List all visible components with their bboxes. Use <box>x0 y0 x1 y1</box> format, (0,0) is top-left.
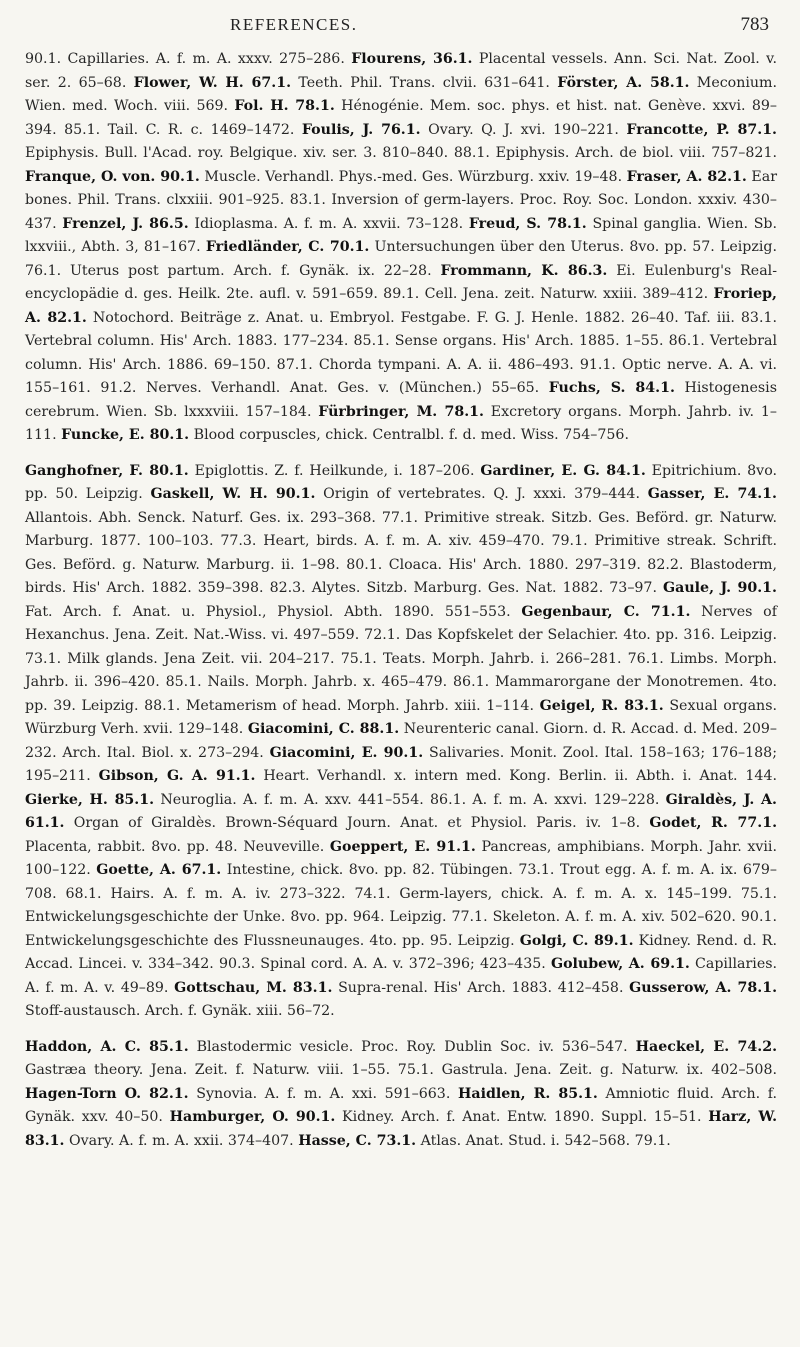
reference-author: Froriep, A. 82.1. <box>25 286 777 326</box>
reference-author: Harz, W. 83.1. <box>25 1109 778 1149</box>
reference-author: Gusserow, A. 78.1. <box>629 979 778 996</box>
reference-author: Haddon, A. C. 85.1. <box>25 1038 189 1055</box>
reference-text: Organ of Giraldès. Brown-Séquard Journ. Anat. et Physiol. Paris. iv. 1–8. <box>73 815 641 831</box>
reference-author: Goette, A. 67.1. <box>96 862 222 878</box>
reference-entry <box>174 980 623 996</box>
reference-author: Hagen-Torn O. 82.1. <box>25 1085 189 1102</box>
reference-author: Gasser, E. 74.1. <box>647 486 777 502</box>
reference-text: Fat. Arch. f. Anat. u. Physiol., Physiol. Abth. 1890. 551–553. <box>25 603 511 620</box>
reference-author: Fürbringer, M. 78.1. <box>318 403 484 420</box>
reference-entry <box>298 1133 671 1149</box>
reference-text: Pancreas, amphibians. Morph. Jahr. xvii. 100–122. <box>25 838 777 878</box>
reference-text: Ovary. A. f. m. A. xxii. 374–407. <box>69 1132 294 1149</box>
reference-entry <box>134 75 550 91</box>
reference-text: Origin of vertebrates. Q. J. xxxi. 379–444. <box>323 486 640 502</box>
reference-text: Placental vessels. Ann. Sci. Nat. Zool. v. ser. 2. 65–68. <box>25 51 778 91</box>
reference-text: Atlas. Anat. Stud. i. 542–568. 79.1. <box>420 1132 671 1149</box>
reference-text: Intestine, chick. 8vo. pp. 82. Tübingen. 73.1. Trout egg. A. f. m. A. ix. 679–708. 68.1. Hairs. A. f. m. A. iv. 273–322. 74.1. Germ-layers, chick. A. f. m. A. x. 145–199. 75.1. Entwickelungsgeschichte der Unke. 8vo. pp. 964. Leipzig. 77.1. Skeleton. A. f. m. A. xiv. 502–620. 90.1. Entwickelungsgeschichte des Flussneunauges. 4to. pp. 95. Leipzig. <box>25 862 777 949</box>
reference-author: Goeppert, E. 91.1. <box>329 838 476 855</box>
reference-author: Gardiner, E. G. 84.1. <box>480 462 646 479</box>
reference-text: Amniotic fluid. Arch. f. Gynäk. xxv. 40–50. <box>25 1085 777 1125</box>
reference-author: Franque, O. von. 90.1. <box>25 168 200 185</box>
reference-text: Heart. Verhandl. x. intern med. Kong. Berlin. ii. Abth. i. Anat. 144. <box>263 768 777 784</box>
reference-entry <box>62 216 463 232</box>
reference-author: Ganghofner, F. 80.1. <box>25 462 189 479</box>
reference-text: Gastræa theory. Jena. Zeit. f. Naturw. viii. 1–55. 75.1. Gastrula. Jena. Zeit. g. Naturw. ix. 402–508. <box>25 1062 777 1078</box>
reference-text: Capillaries. A. f. m. A. v. 49–89. <box>25 956 778 996</box>
reference-entry <box>25 792 659 808</box>
reference-entry <box>25 1086 450 1102</box>
reference-author: Förster, A. 58.1. <box>557 74 690 91</box>
running-head: REFERENCES. <box>230 15 358 34</box>
reference-text: Stoff-austausch. Arch. f. Gynäk. xiii. 56–72. <box>25 1003 335 1019</box>
reference-text: Notochord. Beiträge z. Anat. u. Embryol. Festgabe. F. G. J. Henle. 1882. 26–40. Taf. iii. 83.1. Vertebral column. His' Arch. 1883. 177–234. 85.1. Sense organs. His' Arch. 1885. 1–55. 86.1. Vertebral column. His' Arch. 1886. 69–150. 87.1. Chorda tympani. A. A. ii. 486–493. 91.1. Optic nerve. A. A. vi. 155–161. 91.2. Nerves. Verhandl. Anat. Ges. v. (München.) 55–65. <box>25 309 777 396</box>
reference-text: Untersuchungen über den Uterus. 8vo. pp. 57. Leipzig. 76.1. Uterus post partum. Arch. f. Gynäk. ix. 22–28. <box>25 239 777 279</box>
reference-author: Flower, W. H. 67.1. <box>133 74 292 91</box>
reference-text: Epiglottis. Z. f. Heilkunde, i. 187–206. <box>194 462 475 479</box>
reference-text: Blastodermic vesicle. Proc. Roy. Dublin Soc. iv. 536–547. <box>196 1038 628 1055</box>
reference-text: Neuroglia. A. f. m. A. xxv. 441–554. 86.1. A. f. m. A. xxvi. 129–228. <box>160 791 660 808</box>
reference-author: Giacomini, E. 90.1. <box>269 744 424 761</box>
reference-author: Godet, R. 77.1. <box>649 815 778 831</box>
reference-author: Hasse, C. 73.1. <box>298 1132 417 1149</box>
reference-text: Teeth. Phil. Trans. clvii. 631–641. <box>298 74 550 91</box>
reference-text: Excretory organs. Morph. Jahrb. iv. 1–111. <box>25 403 777 443</box>
reference-author: Haidlen, R. 85.1. <box>457 1085 598 1102</box>
reference-text: Blood corpuscles, chick. Centralbl. f. d. med. Wiss. 754–756. <box>193 427 629 443</box>
reference-text: Salivaries. Monit. Zool. Ital. 158–163; 176–188; 195–211. <box>25 744 777 784</box>
reference-author: Giacomini, C. 88.1. <box>247 721 400 737</box>
reference-entry <box>302 122 619 138</box>
reference-paragraph <box>25 48 777 448</box>
reference-text: Sexual organs. Würzburg Verh. xvii. 129–148. <box>25 697 777 737</box>
reference-list <box>25 48 777 1153</box>
reference-entry <box>25 169 622 185</box>
reference-author: Frommann, K. 86.3. <box>440 262 608 279</box>
reference-text: Epiphysis. Bull. l'Acad. roy. Belgique. xiv. ser. 3. 810–840. 88.1. Epiphysis. Arch. de biol. viii. 757–821. <box>25 145 777 161</box>
reference-text: Idioplasma. A. f. m. A. xxvii. 73–128. <box>194 215 464 232</box>
reference-text: Ear bones. Phil. Trans. clxxiii. 901–925. 83.1. Inversion of germ-layers. Proc. Roy. Soc. London. xxxiv. 430–437. <box>25 168 777 232</box>
reference-author: Gierke, H. 85.1. <box>25 791 155 808</box>
reference-entry <box>170 1109 702 1125</box>
page-header <box>25 0 777 48</box>
reference-text: Histogenesis cerebrum. Wien. Sb. lxxxviii. 157–184. <box>25 380 777 420</box>
reference-author: Foulis, J. 76.1. <box>301 121 421 138</box>
reference-entry <box>61 427 629 443</box>
reference-author: Golubew, A. 69.1. <box>550 956 690 972</box>
reference-author: Gibson, G. A. 91.1. <box>98 768 256 784</box>
reference-text: Kidney. Rend. d. R. Accad. Lincei. v. 334–342. 90.3. Spinal cord. A. A. v. 372–396; 423–435. <box>25 932 777 972</box>
reference-author: Friedländer, C. 70.1. <box>205 239 370 255</box>
reference-entry <box>25 463 475 479</box>
reference-text: 90.1. Capillaries. A. f. m. A. xxxv. 275–286. <box>25 51 345 67</box>
reference-text: Ovary. Q. J. xvi. 190–221. <box>428 121 619 138</box>
reference-author: Frenzel, J. 86.5. <box>62 215 189 232</box>
reference-author: Fuchs, S. 84.1. <box>548 380 675 396</box>
reference-author: Gegenbaur, C. 71.1. <box>521 603 691 620</box>
reference-text: Hénogénie. Mem. soc. phys. et hist. nat. Genève. xxvi. 89–394. 85.1. Tail. C. R. c. 1469–1472. <box>25 98 777 138</box>
reference-author: Fraser, A. 82.1. <box>626 168 747 185</box>
reference-author: Funcke, E. 80.1. <box>61 427 190 443</box>
reference-entry <box>25 1039 628 1055</box>
reference-author: Gaule, J. 90.1. <box>663 580 777 596</box>
reference-text: Nerves of Hexanchus. Jena. Zeit. Nat.-Wiss. vi. 497–559. 72.1. Das Kopfskelet der Selachier. 4to. pp. 316. Leipzig. 73.1. Milk glands. Jena Zeit. vii. 204–217. 75.1. Teats. Morph. Jahrb. i. 266–281. 76.1. Limbs. Morph. Jahrb. ii. 396–420. 85.1. Nails. Morph. Jahrb. x. 465–479. 86.1. Mammarorgane der Monotremen. 4to. pp. 39. Leipzig. 88.1. Metamerism of head. Morph. Jahrb. xiii. 1–114. <box>25 603 777 714</box>
reference-text: Supra-renal. His' Arch. 1883. 412–458. <box>338 979 624 996</box>
reference-text: Kidney. Arch. f. Anat. Entw. 1890. Suppl. 15–51. <box>342 1109 702 1125</box>
page-number: 783 <box>740 14 769 35</box>
reference-author: Gottschau, M. 83.1. <box>174 979 333 996</box>
reference-author: Geigel, R. 83.1. <box>539 697 664 714</box>
reference-author: Haeckel, E. 74.2. <box>635 1038 778 1055</box>
reference-entry <box>151 486 640 502</box>
reference-entry <box>99 768 777 784</box>
reference-author: Golgi, C. 89.1. <box>519 932 634 949</box>
reference-text: Synovia. A. f. m. A. xxi. 591–663. <box>196 1085 451 1102</box>
reference-author: Giraldès, J. A. 61.1. <box>25 791 777 831</box>
reference-text: Allantois. Abh. Senck. Naturf. Ges. ix. 293–368. 77.1. Primitive streak. Sitzb. Ges. Beförd. gr. Naturw. Marburg. 1877. 100–103. 77.3. Heart, birds. A. f. m. A. xiv. 459–470. 79.1. Primitive streak. Schrift. Ges. Beförd. g. Naturw. Marburg. ii. 1–98. 80.1. Cloaca. His' Arch. 1880. 297–319. 82.2. Blastoderm, birds. His' Arch. 1882. 359–398. 82.3. Alytes. Sitzb. Marburg. Ges. Nat. 1882. 73–97. <box>25 509 777 596</box>
reference-author: Flourens, 36.1. <box>351 51 473 67</box>
reference-text: Ei. Eulenburg's Real-encyclopädie d. ges. Heilk. 2te. aufl. v. 591–659. 89.1. Cell. Jena. zeit. Naturw. xxiii. 389–412. <box>25 262 777 302</box>
reference-text: Placenta, rabbit. 8vo. pp. 48. Neuveville. <box>25 838 325 855</box>
reference-text: Spinal ganglia. Wien. Sb. lxxviii., Abth. 3, 81–167. <box>25 215 778 255</box>
reference-text: Meconium. Wien. med. Woch. viii. 569. <box>25 74 777 114</box>
reference-text: Neurenteric canal. Giorn. d. R. Accad. d. Med. 209–232. Arch. Ital. Biol. x. 273–294. <box>25 721 777 761</box>
reference-author: Fol. H. 78.1. <box>234 98 335 114</box>
reference-text: Muscle. Verhandl. Phys.-med. Ges. Würzburg. xxiv. 19–48. <box>204 168 623 185</box>
reference-author: Francotte, P. 87.1. <box>626 121 777 138</box>
reference-author: Freud, S. 78.1. <box>468 215 587 232</box>
reference-entry <box>25 51 345 67</box>
reference-author: Gaskell, W. H. 90.1. <box>150 486 316 502</box>
reference-text: Epitrichium. 8vo. pp. 50. Leipzig. <box>25 462 778 502</box>
reference-paragraph <box>25 460 777 1024</box>
reference-paragraph <box>25 1036 777 1154</box>
reference-author: Hamburger, O. 90.1. <box>169 1109 336 1125</box>
